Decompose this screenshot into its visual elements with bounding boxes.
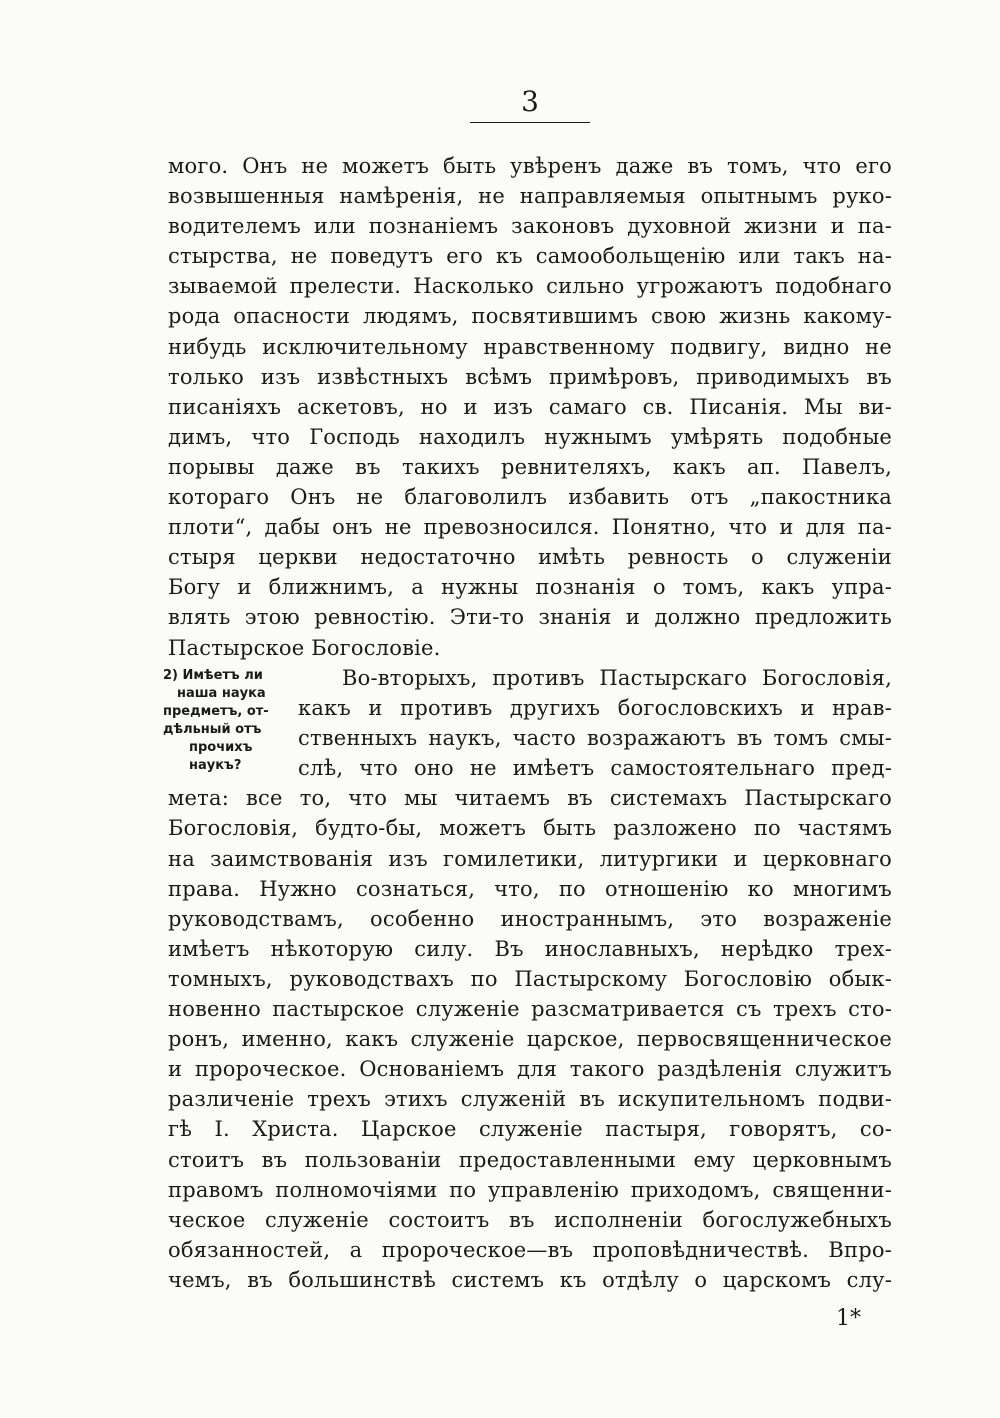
text-line: плоти“, дабы онъ не превозносился. Понятно, что и для па-: [168, 515, 892, 540]
text-line: на заимствованія изъ гомилетики, литургики и церковнаго: [168, 846, 892, 871]
text-line: водителемъ или познаніемъ законовъ духовной жизни и па-: [168, 214, 892, 239]
text-line: нибудь исключительному нравственному подвигу, видно не: [168, 334, 892, 359]
text-line: Пастырское Богословіе.: [168, 635, 441, 660]
text-line: влять этою ревностію. Эти-то знанія и должно предложить: [168, 605, 892, 630]
margin-note-line: прочихъ: [189, 740, 253, 755]
text-line: стыря церкви недостаточно имѣть ревность о служеніи: [168, 545, 892, 570]
margin-note-line: наша наука: [177, 686, 266, 701]
text-line: рода опасности людямъ, посвятившимъ свою жизнь какому-: [168, 304, 892, 329]
text-line: Во-вторыхъ, противъ Пастырскаго Богословія,: [342, 666, 892, 690]
text-line: слѣ, что оно не имѣетъ самостоятельнаго пред-: [298, 756, 892, 781]
text-line: писаніяхъ аскетовъ, но и изъ самаго св. Писанія. Мы ви-: [168, 394, 892, 419]
text-line: только изъ извѣстныхъ всѣмъ примѣровъ, приводимыхъ въ: [168, 364, 892, 389]
text-line: и пророческое. Основаніемъ для такого раздѣленія служитъ: [168, 1057, 892, 1082]
text-line: правомъ полномочіями по управленію приходомъ, священни-: [168, 1177, 892, 1202]
text-line: руководствамъ, особенно иностраннымъ, это возраженіе: [168, 906, 892, 931]
margin-note-line: предметъ, от-: [163, 704, 269, 719]
page-number-rule: [470, 122, 590, 123]
text-line: новенно пастырское служеніе разсматривается съ трехъ сто-: [168, 997, 892, 1022]
text-line: томныхъ, руководствахъ по Пастырскому Богословію обык-: [168, 966, 892, 991]
margin-note-line: дѣльный отъ: [163, 722, 262, 737]
text-line: чемъ, въ большинствѣ системъ къ отдѣлу о царскомъ слу-: [168, 1267, 892, 1292]
text-line: Богословія, будто-бы, можетъ быть разложено по частямъ: [168, 816, 892, 841]
text-line: Богу и ближнимъ, а нужны познанія о томъ, какъ упра-: [168, 575, 892, 600]
text-line: различеніе трехъ этихъ служеній въ искупительномъ подви-: [168, 1087, 892, 1112]
text-line: ронъ, именно, какъ служеніе царское, первосвященническое: [168, 1027, 892, 1052]
text-line: димъ, что Господь находилъ нужнымъ умѣрять подобные: [168, 424, 892, 449]
text-line: котораго Онъ не благоволилъ избавить отъ „пакостника: [168, 485, 892, 510]
text-line: порывы даже въ такихъ ревнителяхъ, какъ ап. Павелъ,: [168, 454, 892, 479]
page-number: 3: [521, 85, 539, 118]
text-line: мого. Онъ не можетъ быть увѣренъ даже въ томъ, что его: [168, 154, 892, 178]
text-line: какъ и противъ другихъ богословскихъ и нрав-: [298, 696, 892, 721]
signature-mark: 1*: [836, 1306, 861, 1331]
text-line: гѣ І. Христа. Царское служеніе пастыря, говорятъ, со-: [168, 1117, 892, 1142]
text-line: зываемой прелести. Насколько сильно угрожаютъ подобнаго: [168, 274, 892, 299]
paragraph-2: [168, 663, 892, 1295]
text-line: ческое служеніе состоитъ въ исполненіи богослужебныхъ: [168, 1207, 892, 1232]
text-line: стоитъ въ пользованіи предоставленными ему церковнымъ: [168, 1147, 892, 1172]
margin-note-line: наукъ?: [189, 758, 242, 773]
text-line: имѣетъ нѣкоторую силу. Въ инославныхъ, нерѣдко трех-: [168, 936, 892, 961]
text-line: мета: все то, что мы читаемъ въ системахъ Пастырскаго: [168, 786, 892, 811]
margin-note-line: 2) Имѣетъ ли: [163, 668, 263, 683]
text-line: обязанностей, а пророческое—въ проповѣдничествѣ. Впро-: [168, 1237, 892, 1262]
text-line: ственныхъ наукъ, часто возражаютъ въ томъ смы-: [298, 726, 892, 751]
text-line: возвышенныя намѣренія, не направляемыя опытнымъ руко-: [168, 184, 892, 209]
paragraph-1: [168, 151, 892, 663]
text-line: стырства, не поведутъ его къ самообольщенію или такъ на-: [168, 244, 892, 269]
text-line: права. Нужно сознаться, что, по отношенію ко многимъ: [168, 876, 892, 901]
